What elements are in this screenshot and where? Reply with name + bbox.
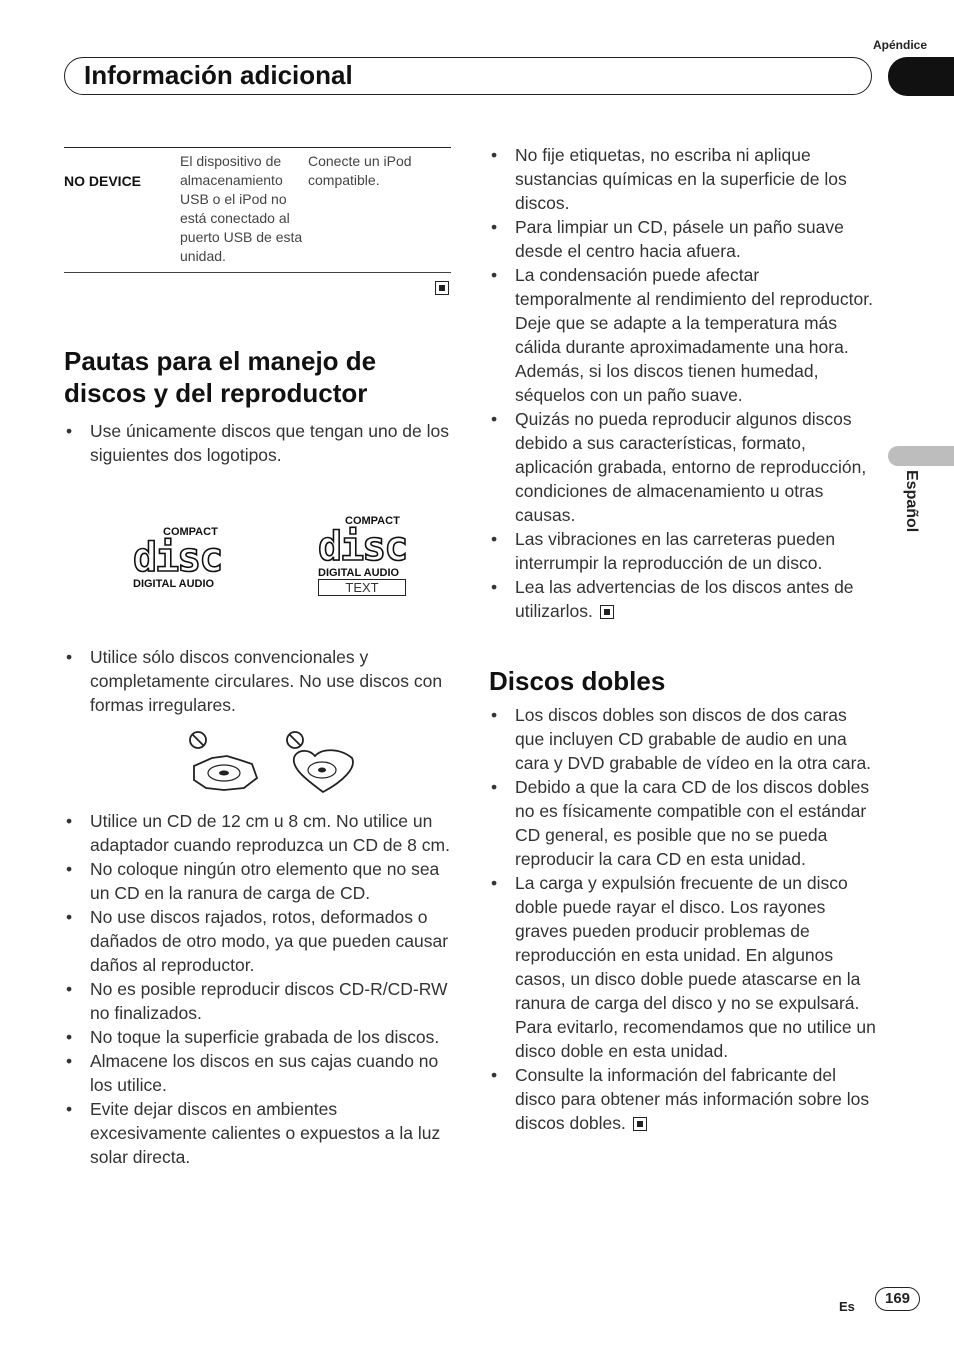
end-of-section-icon	[633, 1117, 647, 1131]
dual-disc-list	[489, 703, 879, 1135]
logo-bottom-text: DIGITAL AUDIO	[133, 578, 215, 590]
irregular-discs-illustration	[182, 728, 362, 798]
logo-top-text: COMPACT	[163, 526, 218, 538]
compact-disc-logo	[133, 526, 229, 590]
list-item-text: Lea las advertencias de los discos antes de utilizarlos.	[515, 577, 854, 621]
list-item: • Para limpiar un CD, pásele un paño suave desde el centro hacia afuera.	[489, 215, 879, 263]
list-item: • No use discos rajados, rotos, deformados o dañados de otro modo, ya que pueden causar daños al reproductor.	[64, 905, 454, 977]
heading-line-1: Pautas para el manejo de	[64, 346, 377, 376]
page-number: 169	[875, 1287, 920, 1311]
logo-text-box: TEXT	[318, 579, 406, 596]
page-title: Información adicional	[84, 60, 353, 90]
language-label: Español	[903, 470, 920, 533]
intro-list	[64, 419, 454, 467]
list-item: • No coloque ningún otro elemento que no sea un CD en la ranura de carga de CD.	[64, 857, 454, 905]
list-item: • No es posible reproducir discos CD-R/CD-RW no finalizados.	[64, 977, 454, 1025]
end-of-section-icon	[600, 605, 614, 619]
error-action: Conecte un iPod compatible.	[308, 153, 412, 188]
list-item: • Las vibraciones en las carreteras pueden interrumpir la reproducción de un disco.	[489, 527, 879, 575]
section-label: Apéndice	[872, 38, 927, 52]
section-dual-discs	[489, 665, 879, 1135]
error-cause: El dispositivo de almacenamiento USB o el iPod no está conectado al puerto USB de esta unidad.	[180, 153, 303, 264]
handling-list	[64, 809, 454, 1169]
list-item: • Quizás no pueda reproducir algunos discos debido a sus características, formato, aplicación grabada, entorno de reproducción, condiciones de almacenamiento u otras causas.	[489, 407, 879, 527]
logo-top-text: COMPACT	[345, 515, 400, 527]
list-item: • Utilice un CD de 12 cm u 8 cm. No utilice un adaptador cuando reproduzca un CD de 8 cm.	[64, 809, 454, 857]
list-item: • La condensación puede afectar temporalmente al rendimiento del reproductor. Deje que se adapte a la temperatura más cálida durante aproximadamente una hora. Además, si los discos tienen humedad, séquelos con un paño suave.	[489, 263, 879, 407]
list-item: • Almacene los discos en sus cajas cuando no los utilice.	[64, 1049, 454, 1097]
section-handling	[64, 345, 454, 467]
list-item	[489, 575, 879, 623]
logo-disc-mark: disc	[318, 524, 407, 570]
list-item: • Use únicamente discos que tengan uno de los siguientes dos logotipos.	[64, 419, 454, 467]
list-item: • Debido a que la cara CD de los discos dobles no es físicamente compatible con el estándar CD general, es posible que no se pueda reproducir la cara CD en esta unidad.	[489, 775, 879, 871]
list-item: • Evite dejar discos en ambientes excesivamente calientes o expuestos a la luz solar directa.	[64, 1097, 454, 1169]
end-of-section-icon	[435, 281, 449, 295]
table-row	[64, 148, 451, 273]
logo-bottom-text: DIGITAL AUDIO	[318, 567, 400, 579]
language-tab-marker	[888, 446, 954, 466]
list-item-text: Consulte la información del fabricante del disco para obtener más información sobre los discos dobles.	[515, 1065, 870, 1133]
error-table	[64, 147, 451, 273]
list-item	[489, 1063, 879, 1135]
language-code: Es	[839, 1299, 855, 1314]
list-item: • No toque la superficie grabada de los discos.	[64, 1025, 454, 1049]
chapter-tab	[888, 57, 954, 96]
shape-list	[64, 645, 454, 717]
error-code: NO DEVICE	[64, 173, 142, 189]
list-item: • La carga y expulsión frecuente de un disco doble puede rayar el disco. Los rayones graves pueden producir problemas de reproducción en esta unidad. En algunos casos, un disco doble puede atascarse en la ranura de carga del disco y no se expulsará. Para evitarlo, recomendamos que no utilice un disco doble en esta unidad.	[489, 871, 879, 1063]
heart-disc-icon	[294, 750, 353, 792]
compact-disc-text-logo	[318, 515, 414, 596]
logo-disc-mark: disc	[133, 535, 222, 581]
list-item: • Los discos dobles son discos de dos caras que incluyen CD grabable de audio en una cara y DVD grabable de vídeo en la otra cara.	[489, 703, 879, 775]
prohibited-icon	[190, 732, 206, 748]
section-heading	[64, 345, 454, 409]
care-list	[489, 143, 879, 623]
prohibited-icon	[287, 732, 303, 748]
heading-line-2: discos y del reproductor	[64, 378, 368, 408]
list-item: • No fije etiquetas, no escriba ni aplique sustancias químicas en la superficie de los discos.	[489, 143, 879, 215]
list-item: • Utilice sólo discos convencionales y completamente circulares. No use discos con formas irregulares.	[64, 645, 454, 717]
polygon-disc-icon	[194, 756, 257, 790]
section-heading: Discos dobles	[489, 666, 666, 696]
